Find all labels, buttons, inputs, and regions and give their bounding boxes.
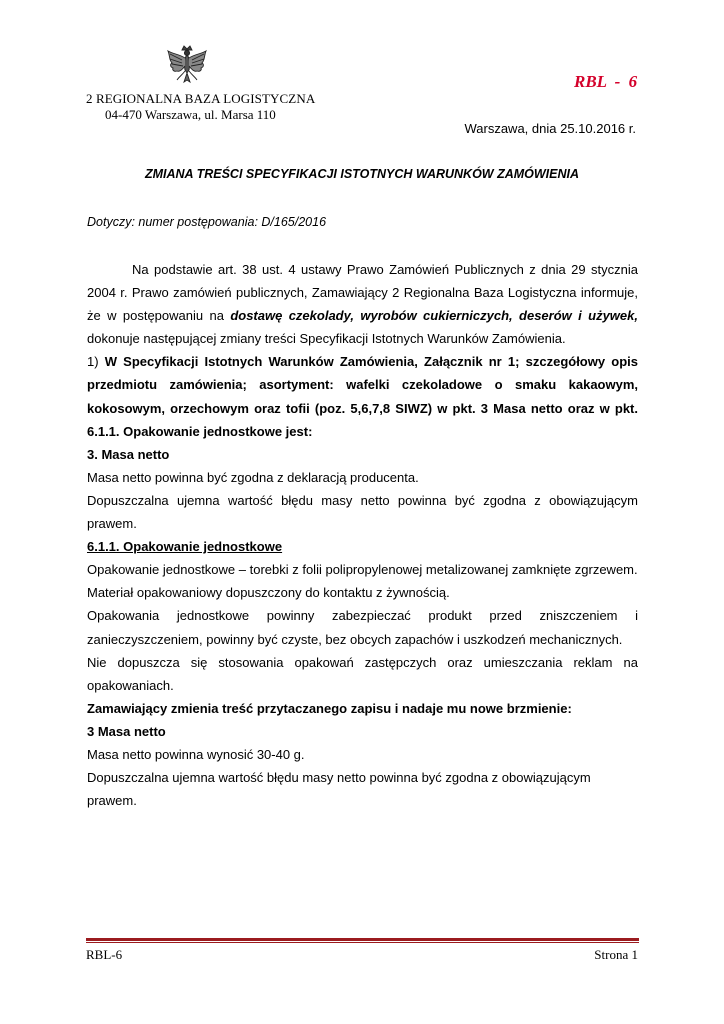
org-address: 04-470 Warszawa, ul. Marsa 110 (105, 107, 276, 122)
masa-paragraph-1: Masa netto powinna być zgodna z deklaracją producenta. (87, 469, 419, 485)
item-1-paragraph (87, 350, 638, 442)
heading-masa-netto: 3. Masa netto (87, 446, 170, 462)
opakowanie-paragraph-4: Nie dopuszcza się stosowania opakowań zastępczych oraz umieszczania reklam na opakowaniach. (87, 654, 638, 693)
opakowanie-paragraph-3: Opakowania jednostkowe powinny zabezpieczać produkt przed zniszczeniem i zanieczyszczeniem, powinny być czyste, bez obcych zapachów i uszkodzeń mechanicznych. (87, 608, 638, 647)
footer-rule-thin (86, 942, 639, 943)
masa-paragraph-2: Dopuszczalna ujemna wartość błędu masy netto powinna być zgodna z obowiązującym prawem. (87, 492, 638, 532)
item-1-number: 1) (87, 354, 99, 370)
footer-doc-code: RBL-6 (86, 947, 123, 962)
intro-text-a: Na podstawie art. 38 ust. 4 ustawy Prawo Zamówień Publicznych z dnia 29 stycznia 2004 r. Prawo zamówień publicznych, Zamawiający 2 Regionalna Baza Logistyczna informuje, że w postępowaniu na (87, 262, 638, 324)
heading-opakowanie: 6.1.1. Opakowanie jednostkowe (87, 539, 283, 555)
reference-line: Dotyczy: numer postępowania: D/165/2016 (87, 215, 327, 229)
intro-text-c: dokonuje następującej zmiany treści Specyfikacji Istotnych Warunków Zamówienia. (87, 331, 566, 347)
item-1-text: W Specyfikacji Istotnych Warunków Zamówienia, Załącznik nr 1; szczegółowy opis przedmiotu zamówienia; asortyment: wafelki czekoladowe o smaku kakaowym, kokosowym, orzechowym oraz tofii (poz. 5,6,7,8 SIWZ) w pkt. 3 Masa netto oraz w pkt. 6.1.1. Opakowanie jednostkowe jest: (87, 354, 638, 439)
opakowanie-paragraph-1: Opakowanie jednostkowe – torebki z folii polipropylenowej metalizowanej zamknięte zgrzewem. (87, 562, 638, 578)
document-body (87, 258, 638, 812)
intro-paragraph (87, 258, 638, 350)
document-title: ZMIANA TREŚCI SPECYFIKACJI ISTOTNYCH WARUNKÓW ZAMÓWIENIA (144, 167, 580, 181)
footer-page-number: Strona 1 (594, 947, 638, 962)
subject-of-order: dostawę czekolady, wyrobów cukierniczych, deserów i używek, (230, 308, 638, 324)
new-paragraph-2: Dopuszczalna ujemna wartość błędu masy netto powinna być zgodna z obowiązującym prawem. (87, 770, 591, 809)
new-paragraph-1: Masa netto powinna wynosić 30-40 g. (87, 746, 305, 762)
heading-masa-netto-new: 3 Masa netto (87, 723, 166, 739)
org-name: 2 REGIONALNA BAZA LOGISTYCZNA (86, 91, 316, 106)
date-line: Warszawa, dnia 25.10.2016 r. (464, 121, 636, 136)
polish-eagle-emblem-icon (164, 42, 210, 88)
footer-rule-thick (86, 938, 639, 941)
document-code: RBL - 6 (574, 72, 638, 91)
change-statement: Zamawiający zmienia treść przytaczanego zapisu i nadaje mu nowe brzmienie: (87, 700, 572, 716)
opakowanie-paragraph-2: Materiał opakowaniowy dopuszczony do kontaktu z żywnością. (87, 585, 450, 601)
